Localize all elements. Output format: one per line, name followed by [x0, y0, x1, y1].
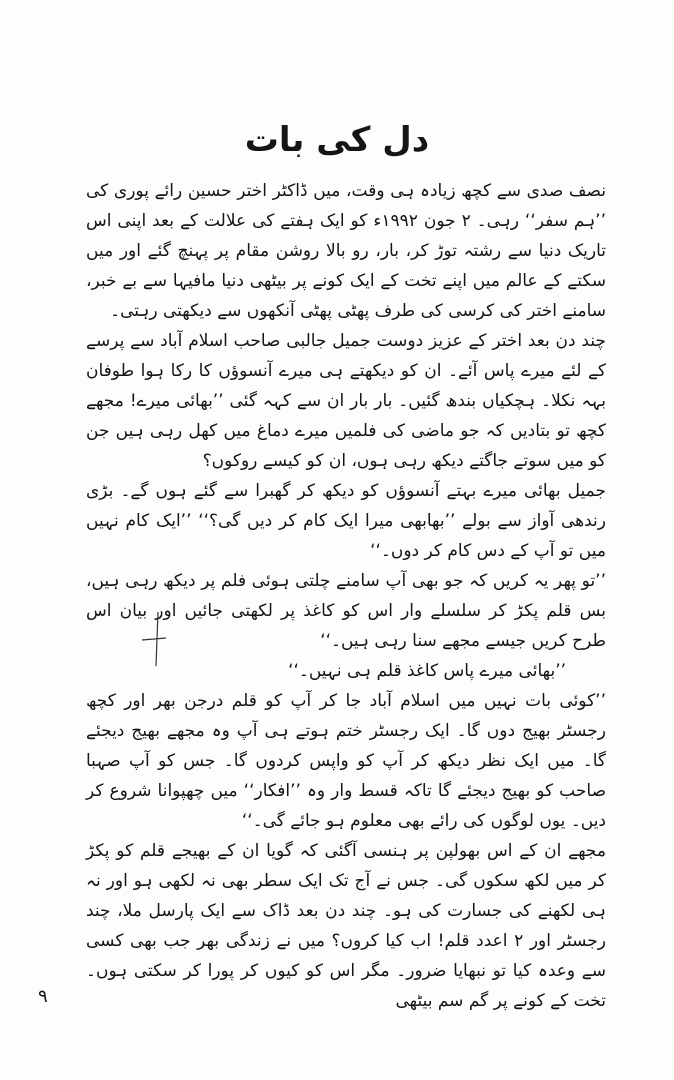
page-number: ۹ — [38, 986, 48, 1007]
paragraph-4: ’’تو پھر یہ کریں کہ جو بھی آپ سامنے چلتی ہوئی فلم پر دیکھ رہی ہیں، بس قلم پکڑ کر سلسلے وار اس کو کاغذ پر لکھتی جائیں اور بیان اس طرح کریں جیسے مجھے سنا رہی ہیں۔‘‘ — [86, 571, 606, 651]
paragraph-3: جمیل بھائی میرے بہتے آنسوؤں کو دیکھ کر گھبرا سے گئے ہوں گے۔ بڑی رندھی آواز سے بولے ’’بھابھی میرا ایک کام کر دیں گی؟‘‘ ’’ایک کام نہیں میں تو آپ کے دس کام کر دوں۔‘‘ — [86, 481, 606, 561]
paragraph-5: ’’بھائی میرے پاس کاغذ قلم ہی نہیں۔‘‘ — [288, 661, 566, 681]
paragraph-1: نصف صدی سے کچھ زیادہ ہی وقت، میں ڈاکٹر اختر حسین رائے پوری کی ’’ہم سفر‘‘ رہی۔ ۲ جون ۱۹۹۲ء کو ایک ہفتے کی علالت کے بعد اپنی اس تاریک دنیا سے رشتہ توڑ کر، بار، رو بالا روشن مقام پر پہنچ گئے اور میں سکتے کے عالم میں اپنے تخت کے ایک کونے پر بیٹھی دنیا مافیہا سے بے خبر، سامنے اختر کی کرسی کی طرف پھٹی پھٹی آنکھوں سے دیکھتی رہتی۔ — [86, 181, 606, 321]
paragraph-6: ’’کوئی بات نہیں میں اسلام آباد جا کر آپ کو قلم درجن بھر اور کچھ رجسٹر بھیج دوں گا۔ ایک رجسٹر ختم ہوتے ہی آپ وہ مجھے بھیج دیجئے گا۔ میں ایک نظر دیکھ کر آپ کو واپس کردوں گا۔ جس کو آپ صہبا صاحب کو بھیج دیجئے گا تاکہ قسط وار وہ ’’افکار‘‘ میں چھپوانا شروع کر دیں۔ یوں لوگوں کی رائے بھی معلوم ہو جائے گی۔‘‘ — [86, 691, 606, 831]
pencil-mark-icon — [140, 610, 170, 670]
paragraph-2: چند دن بعد اختر کے عزیز دوست جمیل جالبی صاحب اسلام آباد سے پرسے کے لئے میرے پاس آئے۔ ان کو دیکھتے ہی میرے آنسوؤں کا رکا ہوا طوفان بہہ نکلا۔ ہچکیاں بندھ گئیں۔ بار بار ان سے کہہ گئی ’’بھائی میرے! مجھے کچھ تو بتادیں کہ جو ماضی کی فلمیں میرے دماغ میں کھل رہی ہیں جن کو میں سوتے جاگتے دیکھ رہی ہوں، ان کو کیسے روکوں؟ — [86, 331, 606, 471]
chapter-title: دل کی بات — [244, 119, 430, 160]
paragraph-7: مجھے ان کے اس بھولپن پر ہنسی آگئی کہ گویا ان کے بھیجے قلم کو پکڑ کر میں لکھ سکوں گی۔ جس نے آج تک ایک سطر بھی نہ لکھی ہو اور نہ ہی لکھنے کی جسارت کی ہو۔ چند دن بعد ڈاک سے ایک پارسل ملا، چند رجسٹر اور ۲ اعدد قلم! اب کیا کروں؟ میں نے زندگی بھر جب بھی کسی سے وعدہ کیا تو نبھایا ضرور۔ مگر اس کو کیوں کر پورا کر سکتی ہوں۔ تخت کے کونے پر گم سم بیٹھی — [86, 841, 606, 1011]
chapter-body — [86, 176, 606, 1016]
